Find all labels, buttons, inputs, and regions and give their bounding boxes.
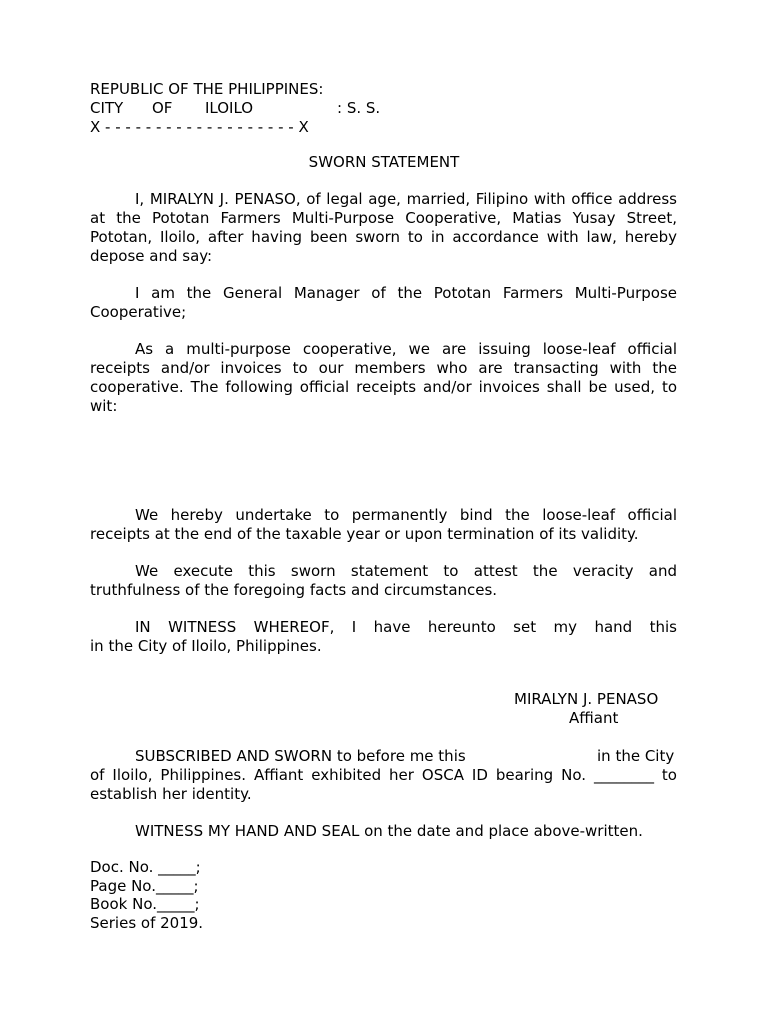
paragraph-intro-text: I, MIRALYN J. PENASO, of legal age, married, Filipino with office address at the Pototan Farmers Multi-Purpose Cooperative, Matias Yusay Street, Pototan, Iloilo, after having been sworn to in accordance with law, hereby depose and say: [90,190,677,265]
caption-separator: X - - - - - - - - - - - - - - - - - - - X [90,118,309,136]
caption-republic: REPUBLIC OF THE PHILIPPINES: [90,80,324,98]
caption-ss: : S. S. [337,99,381,117]
paragraph-witness-line2: in the City of Iloilo, Philippines. [90,637,322,655]
jurat-line2: of Iloilo, Philippines. Affiant exhibited her OSCA ID bearing No. ________ to [90,766,677,784]
paragraph-intro [90,190,677,266]
caption-iloilo: ILOILO [205,99,254,117]
series-year: Series of 2019. [90,914,204,932]
caption-of: OF [152,99,173,117]
paragraph-manager-text: I am the General Manager of the Pototan Farmers Multi-Purpose Cooperative; [90,284,677,321]
jurat-line1-right: in the City [597,747,675,765]
page-number: Page No._____; [90,877,199,895]
jurat-line3: establish her identity. [90,785,252,803]
doc-number: Doc. No. _____; [90,858,201,876]
paragraph-receipts-text: As a multi-purpose cooperative, we are issuing loose-leaf official receipts and/or invoices to our members who are transacting with the cooperative. The following official receipts and/or invoices shall be used, to wit: [90,340,677,415]
witness-hand-seal: WITNESS MY HAND AND SEAL on the date and place above-written. [135,822,643,840]
document-title: SWORN STATEMENT [308,153,460,171]
paragraph-execute [90,562,677,600]
paragraph-undertake [90,506,677,544]
paragraph-undertake-text: We hereby undertake to permanently bind the loose-leaf official receipts at the end of the taxable year or upon termination of its validity. [90,506,677,543]
jurat-line1-left: SUBSCRIBED AND SWORN to before me this [135,747,466,765]
caption-city: CITY [90,99,124,117]
affiant-name: MIRALYN J. PENASO [514,690,659,708]
paragraph-receipts [90,340,677,416]
affiant-label: Affiant [569,709,619,727]
paragraph-manager [90,284,677,322]
book-number: Book No._____; [90,895,200,913]
paragraph-execute-text: We execute this sworn statement to attest the veracity and truthfulness of the foregoing facts and circumstances. [90,562,677,599]
paragraph-witness-line1: IN WITNESS WHEREOF, I have hereunto set my hand this [135,618,677,636]
